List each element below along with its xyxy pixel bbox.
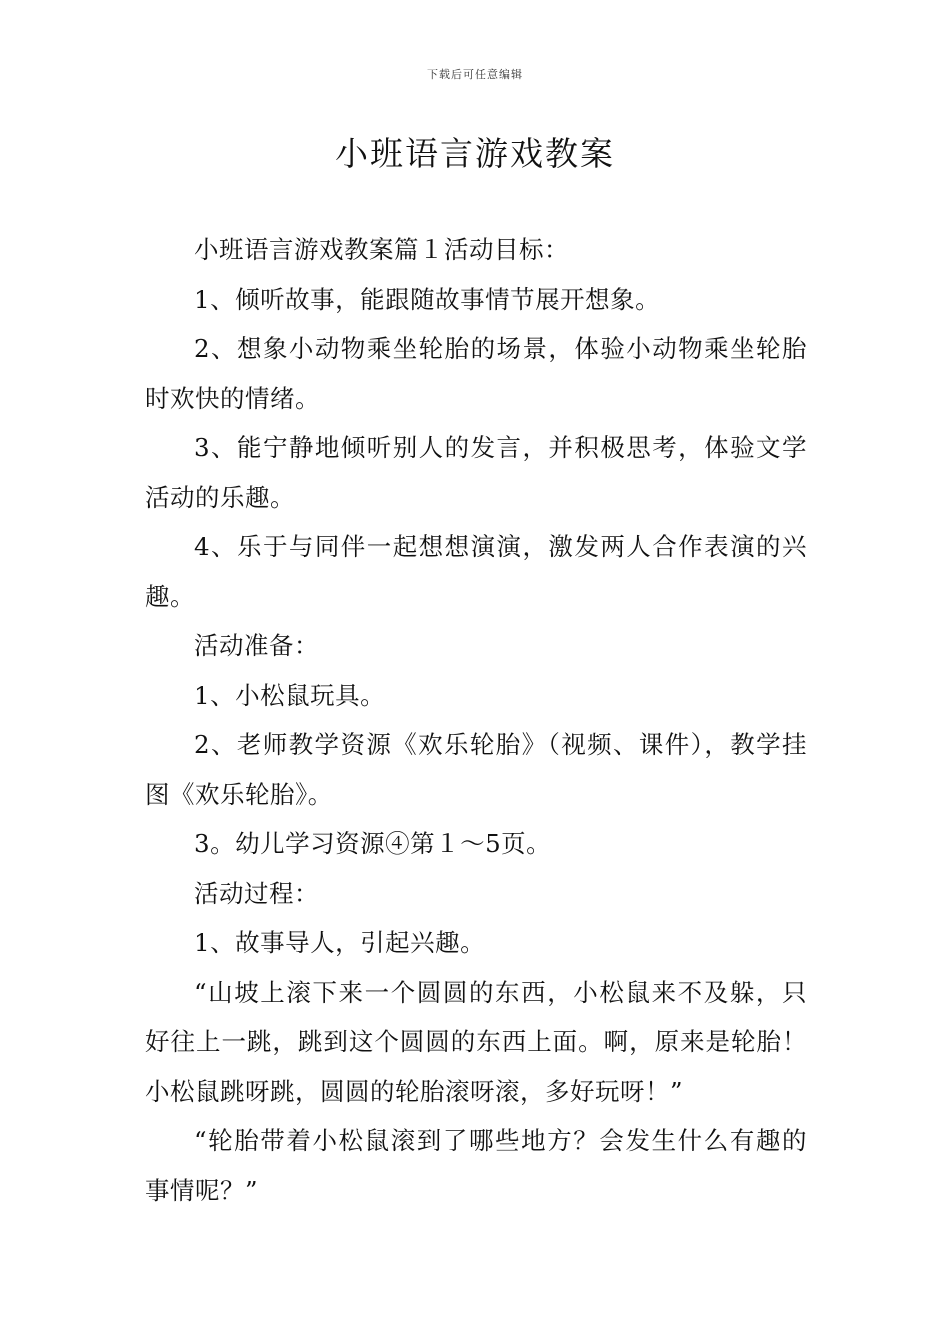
paragraph: “山坡上滚下来一个圆圆的东西，小松鼠来不及躲，只好往上一跳，跳到这个圆圆的东西上面。啊，原来是轮胎！小松鼠跳呀跳，圆圆的轮胎滚呀滚，多好玩呀！” (145, 977, 807, 1106)
document-title: 小班语言游戏教案 (335, 134, 615, 173)
paragraph: 1、故事导人，引起兴趣。 (194, 928, 486, 957)
paragraph: 2、想象小动物乘坐轮胎的场景，体验小动物乘坐轮胎时欢快的情绪。 (145, 334, 807, 413)
paragraph: 2、老师教学资源《欢乐轮胎》（视频、课件），教学挂图《欢乐轮胎》。 (145, 730, 807, 809)
paragraph: 活动过程： (194, 878, 319, 908)
paragraph: 1、倾听故事，能跟随故事情节展开想象。 (194, 284, 661, 314)
paragraph: 3。幼儿学习资源④第１～5页。 (194, 829, 552, 858)
paragraph: “轮胎带着小松鼠滚到了哪些地方？会发生什么有趣的事情呢？” (145, 1126, 807, 1205)
paragraph: 3、能宁静地倾听别人的发言，并积极思考，体验文学活动的乐趣。 (145, 433, 807, 512)
paragraph: 活动准备： (194, 631, 319, 660)
document-body (145, 225, 807, 1215)
paragraph: 小班语言游戏教案篇１活动目标： (194, 235, 569, 264)
paragraph: 4、乐于与同伴一起想想演演，激发两人合作表演的兴趣。 (145, 532, 807, 611)
paragraph: 1、小松鼠玩具。 (194, 680, 386, 710)
header-note: 下载后可任意编辑 (427, 68, 523, 81)
